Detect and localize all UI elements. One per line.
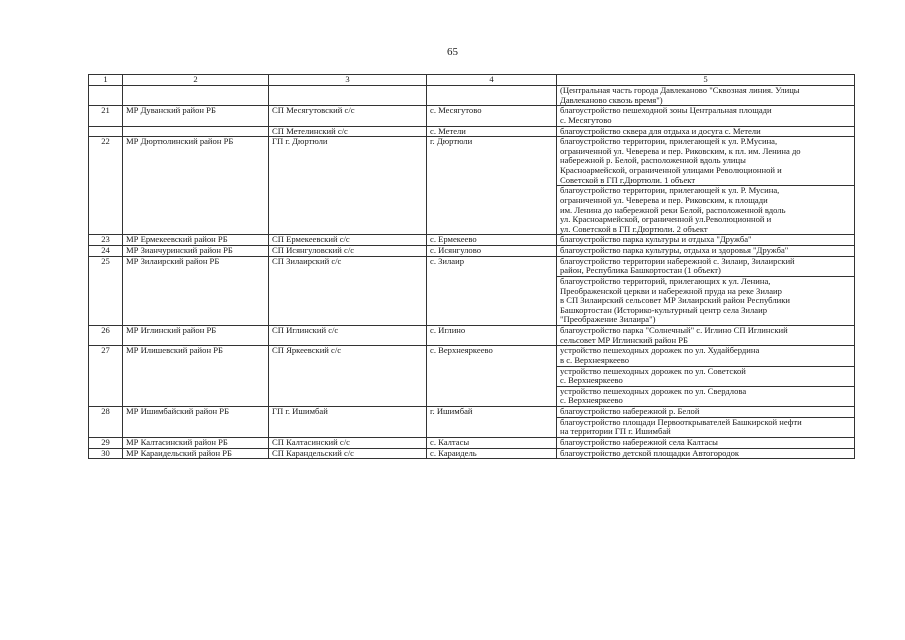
table-row — [89, 448, 855, 459]
column-header: 1 — [89, 75, 123, 86]
tasks-cell — [557, 235, 855, 246]
tasks-cell — [557, 326, 855, 346]
tasks-cell — [557, 106, 855, 126]
task-item: устройство пешеходных дорожек по ул. Худайбердина в с. Верхнеяркеево — [560, 345, 760, 365]
locality-cell: с. Калтасы — [427, 437, 557, 448]
table-row — [89, 246, 855, 257]
row-number — [89, 86, 123, 106]
locality-cell: с. Зилаир — [427, 256, 557, 325]
row-number — [89, 126, 123, 137]
table-row — [89, 407, 855, 438]
district-cell: МР Ермекеевский район РБ — [123, 235, 269, 246]
row-number: 29 — [89, 437, 123, 448]
row-number: 30 — [89, 448, 123, 459]
settlement-cell: СП Калтасинский с/с — [269, 437, 427, 448]
settlement-cell: СП Зилаирский с/с — [269, 256, 427, 325]
task-item: благоустройство пешеходной зоны Центральная площади с. Месягутово — [560, 105, 772, 125]
table-row — [89, 126, 855, 137]
task-item: благоустройство парка культуры, отдыха и здоровья "Дружба" — [560, 245, 789, 255]
row-number: 22 — [89, 137, 123, 235]
settlement-cell: СП Ермекеевский с/с — [269, 235, 427, 246]
row-number: 24 — [89, 246, 123, 257]
tasks-cell — [557, 126, 855, 137]
locality-cell: с. Караидель — [427, 448, 557, 459]
table-row — [89, 437, 855, 448]
settlement-cell: ГП г. Ишимбай — [269, 407, 427, 438]
district-cell: МР Дуванский район РБ — [123, 106, 269, 126]
tasks-cell — [557, 86, 855, 106]
locality-cell: с. Иглино — [427, 326, 557, 346]
district-cell: МР Зианчуринский район РБ — [123, 246, 269, 257]
task-item: благоустройство площади Первооткрывателей Башкирской нефти на территории ГП г. Ишимбай — [557, 417, 854, 437]
settlement-cell: СП Метелинский с/с — [269, 126, 427, 137]
task-item: благоустройство территории, прилегающей к ул. Р.Мусина, ограниченной ул. Чеверева и пер. Риковским, к пл. им. Ленина до набережной р. Белой, расположенной вдоль улицы Красноармейской, ограниченной улицами Революционной и Советской в ГП г.Дюртюли. 1 объект — [560, 136, 801, 185]
locality-cell: с. Верхнеяркеево — [427, 346, 557, 407]
table-row — [89, 256, 855, 325]
locality-cell — [427, 86, 557, 106]
tasks-cell — [557, 407, 855, 438]
row-number: 27 — [89, 346, 123, 407]
row-number: 23 — [89, 235, 123, 246]
locality-cell: с. Метели — [427, 126, 557, 137]
settlement-cell: СП Исянгуловский с/с — [269, 246, 427, 257]
settlement-cell: СП Иглинский с/с — [269, 326, 427, 346]
settlement-cell: СП Яркеевский с/с — [269, 346, 427, 407]
table-row — [89, 137, 855, 235]
settlement-cell: ГП г. Дюртюли — [269, 137, 427, 235]
row-number: 25 — [89, 256, 123, 325]
page-number: 65 — [447, 46, 458, 58]
task-item: благоустройство территории, прилегающей к ул. Р. Мусина, ограниченной ул. Чеверева и пер. Риковским, к площади им. Ленина до набережной реки Белой, расположенной вдоль ул. Красноармейской, ограниченной ул.Революционной и ул. Советской в ГП г.Дюртюли. 2 объект — [557, 185, 854, 234]
header-row — [89, 75, 855, 86]
column-header: 3 — [269, 75, 427, 86]
table-body — [89, 75, 855, 459]
column-header: 5 — [557, 75, 855, 86]
task-item: (Центральная часть города Давлеканово "Сквозная линия. Улицы Давлеканово сквозь время") — [560, 85, 800, 105]
task-item: благоустройство парка культуры и отдыха "Дружба" — [560, 234, 752, 245]
district-cell: МР Дюртюлинский район РБ — [123, 137, 269, 235]
task-item: благоустройство парка "Солнечный" с. Иглино СП Иглинский сельсовет МР Иглинский район РБ — [560, 325, 788, 345]
task-item: благоустройство детской площадки Автогородок — [560, 448, 740, 458]
projects-table — [88, 74, 855, 459]
settlement-cell — [269, 86, 427, 106]
task-item: благоустройство набережной села Калтасы — [560, 437, 718, 447]
table-row — [89, 235, 855, 246]
district-cell: МР Зилаирский район РБ — [123, 256, 269, 325]
locality-cell: г. Ишимбай — [427, 407, 557, 438]
task-item: устройство пешеходных дорожек по ул. Советской с. Верхнеяркеево — [557, 366, 854, 386]
table-row — [89, 86, 855, 106]
district-cell: МР Иглинский район РБ — [123, 326, 269, 346]
table-row — [89, 346, 855, 407]
district-cell — [123, 126, 269, 137]
locality-cell: с. Месягутово — [427, 106, 557, 126]
tasks-cell — [557, 246, 855, 257]
tasks-cell — [557, 137, 855, 235]
settlement-cell: СП Месягутовский с/с — [269, 106, 427, 126]
row-number: 21 — [89, 106, 123, 126]
tasks-cell — [557, 346, 855, 407]
task-item: благоустройство набережной р. Белой — [560, 406, 700, 416]
task-item: благоустройство сквера для отдыха и досуга с. Метели — [560, 126, 761, 136]
column-header: 4 — [427, 75, 557, 86]
tasks-cell — [557, 256, 855, 325]
settlement-cell: СП Карандельский с/с — [269, 448, 427, 459]
district-cell: МР Калтасинский район РБ — [123, 437, 269, 448]
locality-cell: с. Ермекеево — [427, 235, 557, 246]
locality-cell: с. Исянгулово — [427, 246, 557, 257]
district-cell — [123, 86, 269, 106]
task-item: благоустройство территорий, прилегающих к ул. Ленина, Преображенской церкви и набережной пруда на реке Зилаир в СП Зилаирский сельсовет МР Зилаирский район Республики Башкортостан (Историко-культурный центр села Зилаир "Преображение Зилаира") — [557, 276, 854, 325]
task-item: устройство пешеходных дорожек по ул. Свердлова с. Верхнеяркеево — [557, 386, 854, 406]
task-item: благоустройство территории набережной с. Зилаир, Зилаирский район, Республика Башкортостан (1 объект) — [560, 256, 795, 276]
tasks-cell — [557, 448, 855, 459]
district-cell: МР Илишевский район РБ — [123, 346, 269, 407]
column-header: 2 — [123, 75, 269, 86]
tasks-cell — [557, 437, 855, 448]
locality-cell: г. Дюртюли — [427, 137, 557, 235]
row-number: 26 — [89, 326, 123, 346]
table-row — [89, 106, 855, 126]
row-number: 28 — [89, 407, 123, 438]
table-row — [89, 326, 855, 346]
district-cell: МР Караидельский район РБ — [123, 448, 269, 459]
district-cell: МР Ишимбайский район РБ — [123, 407, 269, 438]
